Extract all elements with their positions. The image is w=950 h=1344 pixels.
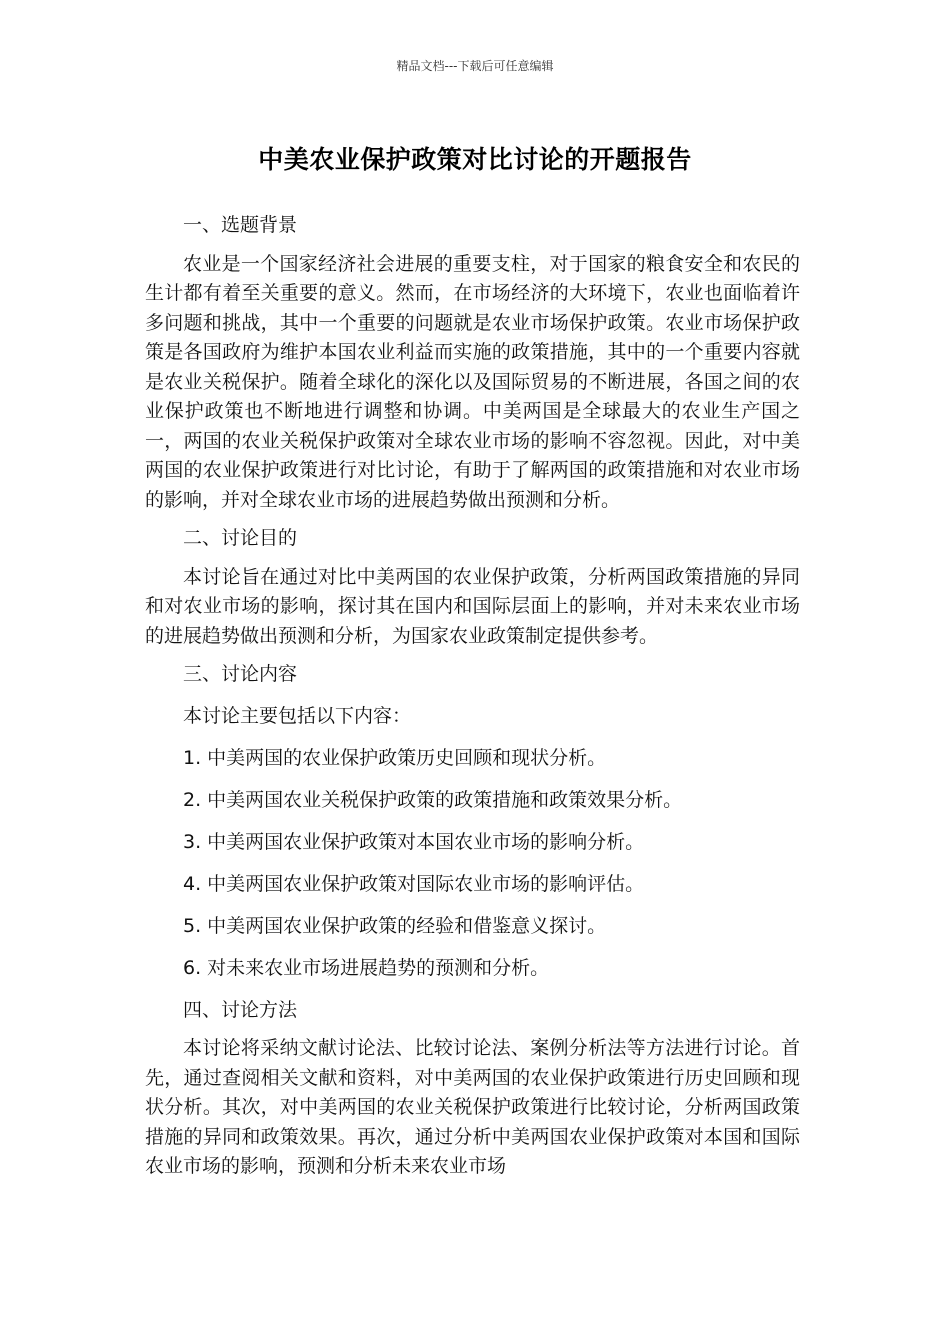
section-method bbox=[145, 996, 800, 1182]
list-item: 1. 中美两国的农业保护政策历史回顾和现状分析。 bbox=[183, 746, 607, 769]
section-paragraph: 本讨论将采纳文献讨论法、比较讨论法、案例分析法等方法进行讨论。首先，通过查阅相关文献和资料，对中美两国的农业保护政策进行历史回顾和现状分析。其次，对中美两国的农业关税保护政策进行比较讨论，分析两国政策措施的异同和政策效果。再次，通过分析中美两国农业保护政策对本国和国际农业市场的影响，预测和分析未来农业市场 bbox=[145, 1037, 800, 1177]
list-item: 6. 对未来农业市场进展趋势的预测和分析。 bbox=[183, 956, 550, 979]
section-heading: 二、讨论目的 bbox=[183, 527, 298, 549]
content-list bbox=[145, 744, 800, 984]
section-content bbox=[145, 660, 800, 983]
section-heading: 一、选题背景 bbox=[183, 214, 298, 236]
section-paragraph: 农业是一个国家经济社会进展的重要支柱，对于国家的粮食安全和农民的生计都有着至关重要的意义。然而，在市场经济的大环境下，农业也面临着许多问题和挑战，其中一个重要的问题就是农业市场保护政策。农业市场保护政策是各国政府为维护本国农业利益而实施的政策措施，其中的一个重要内容就是农业关税保护。随着全球化的深化以及国际贸易的不断进展，各国之间的农业保护政策也不断地进行调整和协调。中美两国是全球最大的农业生产国之一，两国的农业关税保护政策对全球农业市场的影响不容忽视。因此，对中美两国的农业保护政策进行对比讨论，有助于了解两国的政策措施和对农业市场的影响，并对全球农业市场的进展趋势做出预测和分析。 bbox=[145, 252, 800, 511]
section-heading: 四、讨论方法 bbox=[183, 998, 298, 1021]
header-note: 精品文档---下载后可任意编辑 bbox=[396, 59, 554, 73]
list-item: 3. 中美两国农业保护政策对本国农业市场的影响分析。 bbox=[183, 830, 645, 853]
document-body bbox=[145, 211, 800, 1191]
section-purpose bbox=[145, 524, 800, 651]
list-item: 2. 中美两国农业关税保护政策的政策措施和政策效果分析。 bbox=[183, 788, 683, 811]
document-title: 中美农业保护政策对比讨论的开题报告 bbox=[258, 145, 692, 174]
section-paragraph: 本讨论旨在通过对比中美两国的农业保护政策，分析两国政策措施的异同和对农业市场的影响，探讨其在国内和国际层面上的影响，并对未来农业市场的进展趋势做出预测和分析，为国家农业政策制定提供参考。 bbox=[145, 565, 800, 647]
section-intro: 本讨论主要包括以下内容： bbox=[183, 704, 412, 727]
list-item: 4. 中美两国农业保护政策对国际农业市场的影响评估。 bbox=[183, 872, 645, 895]
section-background bbox=[145, 211, 800, 515]
section-heading: 三、讨论内容 bbox=[183, 663, 298, 685]
list-item: 5. 中美两国农业保护政策的经验和借鉴意义探讨。 bbox=[183, 914, 607, 937]
